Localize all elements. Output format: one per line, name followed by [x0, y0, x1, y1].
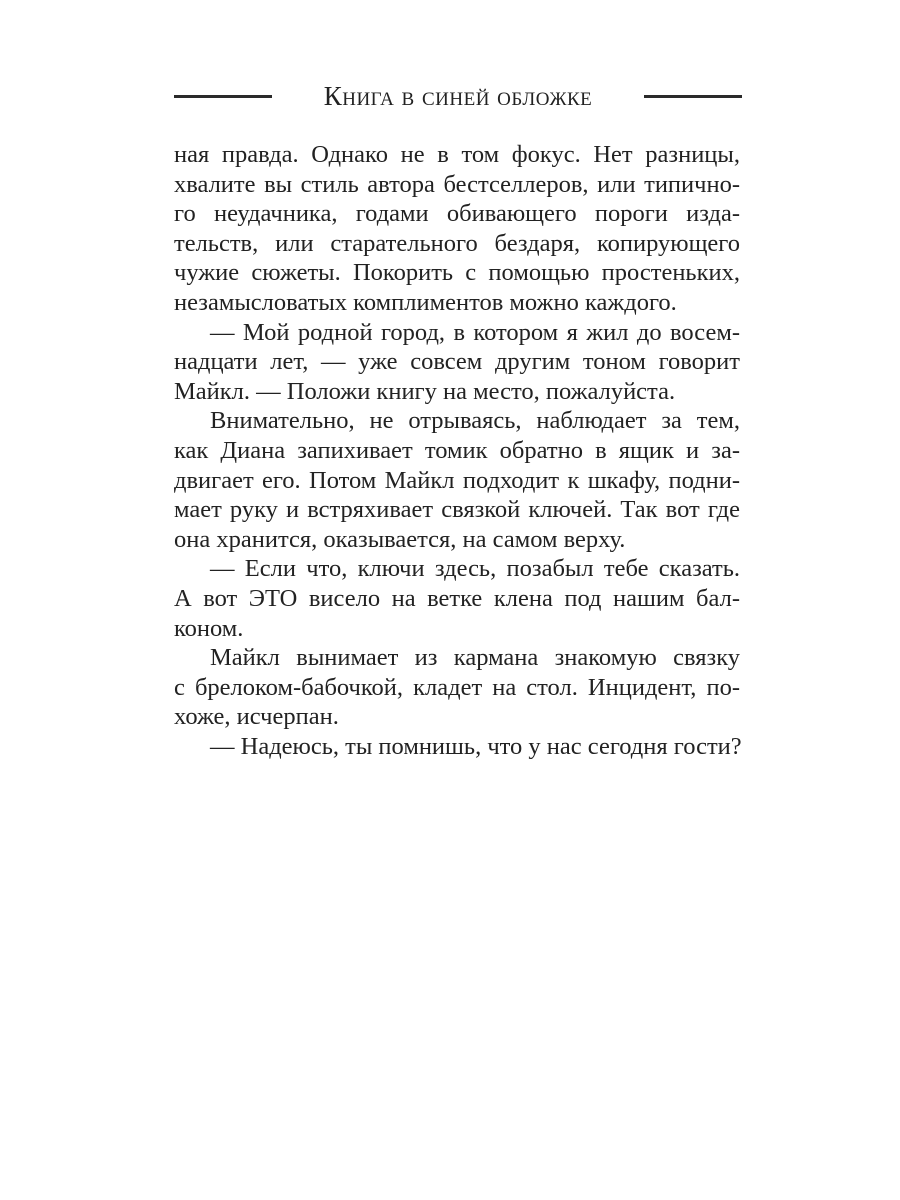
- text-line: мает руку и встряхивает связкой ключей. Так вот где: [174, 496, 740, 524]
- text-line: А вот ЭТО висело на ветке клена под нашим бал-: [174, 584, 740, 612]
- text-line: ная правда. Однако не в том фокус. Нет разницы,: [174, 141, 740, 168]
- text-line: хвалите вы стиль автора бестселлеров, или типично-: [174, 170, 740, 198]
- header-rule-left: [174, 95, 272, 98]
- text-line: чужие сюжеты. Покорить с помощью простеньких,: [174, 259, 740, 287]
- text-line: с брелоком-бабочкой, кладет на стол. Инцидент, по-: [174, 673, 740, 701]
- paragraph: [174, 318, 740, 407]
- text-line: надцати лет, — уже совсем другим тоном говорит: [174, 348, 740, 376]
- text-line: как Диана запихивает томик обратно в ящик и за-: [174, 436, 740, 464]
- text-line: коном.: [174, 614, 244, 642]
- text-line: Внимательно, не отрываясь, наблюдает за тем,: [210, 407, 740, 435]
- text-line: тельств, или старательного бездаря, копирующего: [174, 229, 740, 257]
- text-line: Майкл вынимает из кармана знакомую связку: [210, 644, 740, 672]
- paragraph: [174, 732, 740, 762]
- text-line: — Надеюсь, ты помнишь, что у нас сегодня гости?: [210, 732, 742, 760]
- text-line: Майкл. — Положи книгу на место, пожалуйста.: [174, 377, 676, 405]
- text-line: го неудачника, годами обивающего пороги изда-: [174, 200, 740, 228]
- text-line: — Если что, ключи здесь, позабыл тебе сказать.: [210, 555, 740, 583]
- text-line: — Мой родной город, в котором я жил до восем-: [210, 318, 740, 346]
- header-rule-right: [644, 95, 742, 98]
- text-line: она хранится, оказывается, на самом верху.: [174, 525, 626, 553]
- paragraph: [174, 406, 740, 554]
- text-line: незамысловатых комплиментов можно каждого.: [174, 288, 677, 316]
- paragraph: [174, 554, 740, 643]
- running-header: [174, 76, 742, 116]
- running-title: Книга в синей обложке: [323, 80, 593, 111]
- paragraph: [174, 140, 740, 318]
- paragraph: [174, 643, 740, 732]
- text-line: хоже, исчерпан.: [174, 703, 339, 731]
- text-line: двигает его. Потом Майкл подходит к шкафу, подни-: [174, 466, 740, 494]
- body-text: [174, 140, 740, 761]
